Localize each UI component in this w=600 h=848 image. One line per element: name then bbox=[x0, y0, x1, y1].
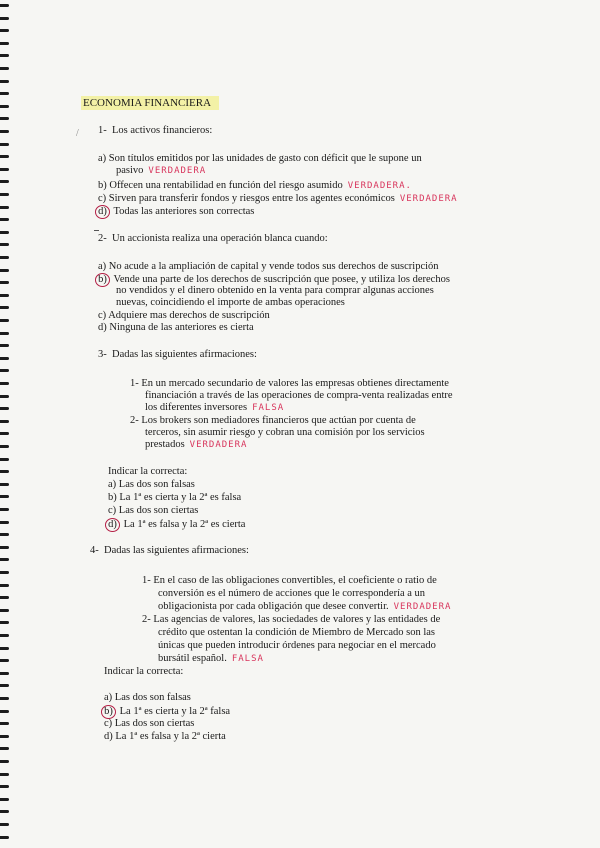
answer-circle: b) bbox=[101, 705, 116, 719]
q4-option-b: b) La 1ª es cierta y la 2ª falsa bbox=[104, 705, 230, 719]
binding-ring bbox=[0, 634, 9, 637]
q3-option-b: b) La 1ª es cierta y la 2ª es falsa bbox=[108, 492, 242, 503]
q1-option-c: c) Sirven para transferir fondos y riesgos entre los agentes económicos VERDADERA bbox=[98, 193, 458, 204]
binding-ring bbox=[0, 29, 9, 32]
q3-statement-1-cont: los diferentes inversores FALSA bbox=[145, 402, 285, 413]
binding-ring bbox=[0, 407, 9, 410]
binding-ring bbox=[0, 558, 9, 561]
binding-ring bbox=[0, 357, 9, 360]
binding-ring bbox=[0, 445, 9, 448]
binding-ring bbox=[0, 533, 9, 536]
binding-ring bbox=[0, 672, 9, 675]
document-page bbox=[14, 0, 600, 848]
binding-ring bbox=[0, 747, 9, 750]
q4-statement-2-cont: únicas que pueden introducir órdenes para negociar en el mercado bbox=[158, 640, 436, 651]
binding-ring bbox=[0, 4, 9, 7]
binding-ring bbox=[0, 92, 9, 95]
binding-ring bbox=[0, 596, 9, 599]
binding-ring bbox=[0, 735, 9, 738]
binding-ring bbox=[0, 105, 9, 108]
binding-ring bbox=[0, 458, 9, 461]
binding-ring bbox=[0, 609, 9, 612]
binding-ring bbox=[0, 785, 9, 788]
binding-ring bbox=[0, 193, 9, 196]
pencil-mark bbox=[94, 230, 99, 231]
binding-ring bbox=[0, 130, 9, 133]
q3-statement-2-cont: prestados VERDADERA bbox=[145, 439, 248, 450]
binding-ring bbox=[0, 659, 9, 662]
binding-ring bbox=[0, 80, 9, 83]
question-2: 2- Un accionista realiza una operación blanca cuando: bbox=[98, 233, 328, 244]
q3-option-a: a) Las dos son falsas bbox=[108, 479, 195, 490]
q3-statement-1: 1- En un mercado secundario de valores las empresas obtienes directamente bbox=[130, 378, 449, 389]
q4-statement-1-cont: obligacionista por cada obligación que desee convertir. VERDADERA bbox=[158, 601, 452, 612]
q2-option-b: b) Vende una parte de los derechos de suscripción que posee, y utiliza los derechos bbox=[98, 273, 450, 287]
q1-option-a-cont: pasivo VERDADERA bbox=[116, 165, 207, 176]
q4-statement-1: 1- En el caso de las obligaciones convertibles, el coeficiente o ratio de bbox=[142, 575, 437, 586]
q4-statement-1-cont: conversión es el número de acciones que le correspondería a un bbox=[158, 588, 426, 599]
q3-option-c: c) Las dos son ciertas bbox=[108, 505, 199, 516]
binding-ring bbox=[0, 432, 9, 435]
binding-ring bbox=[0, 495, 9, 498]
q3-statement-2: 2- Los brokers son mediadores financieros que actúan por cuenta de bbox=[130, 415, 416, 426]
binding-ring bbox=[0, 180, 9, 183]
binding-ring bbox=[0, 483, 9, 486]
answer-circle: b) bbox=[95, 273, 110, 287]
binding-ring bbox=[0, 218, 9, 221]
handwritten-answer: VERDADERA. bbox=[347, 181, 412, 191]
handwritten-answer: VERDADERA bbox=[189, 440, 248, 450]
binding-ring bbox=[0, 823, 9, 826]
handwritten-answer: VERDADERA bbox=[393, 602, 452, 612]
question-1: 1- Los activos financieros: bbox=[98, 125, 213, 136]
q2-option-a: a) No acude a la ampliación de capital y vende todos sus derechos de suscripción bbox=[98, 261, 439, 272]
binding-ring bbox=[0, 810, 9, 813]
binding-ring bbox=[0, 760, 9, 763]
binding-ring bbox=[0, 798, 9, 801]
q1-option-b: b) Offecen una rentabilidad en función del riesgo asumido VERDADERA. bbox=[98, 180, 412, 191]
binding-ring bbox=[0, 382, 9, 385]
q3-statement-1-cont: financiación a través de las operaciones de compra-venta realizadas entre bbox=[145, 390, 453, 401]
binding-ring bbox=[0, 395, 9, 398]
q4-option-a: a) Las dos son falsas bbox=[104, 692, 191, 703]
binding-ring bbox=[0, 584, 9, 587]
q1-option-a: a) Son títulos emitidos por las unidades de gasto con déficit que le supone un bbox=[98, 153, 422, 164]
q2-option-c: c) Adquiere mas derechos de suscripción bbox=[98, 310, 270, 321]
binding-ring bbox=[0, 155, 9, 158]
q4-statement-2-cont: bursátil español. FALSA bbox=[158, 653, 264, 664]
binding-ring bbox=[0, 42, 9, 45]
q2-option-b-cont: nuevas, coincidiendo el importe de ambas operaciones bbox=[116, 297, 345, 308]
q2-option-b-cont: no vendidos y el dinero obtenido en la venta para comprar algunas acciones bbox=[116, 285, 434, 296]
answer-circle: d) bbox=[95, 205, 110, 219]
binding-ring bbox=[0, 243, 9, 246]
binding-ring bbox=[0, 836, 9, 839]
handwritten-answer: VERDADERA bbox=[399, 194, 458, 204]
q4-option-d: d) La 1ª es falsa y la 2ª cierta bbox=[104, 731, 226, 742]
q4-statement-2: 2- Las agencias de valores, las sociedades de valores y las entidades de bbox=[142, 614, 441, 625]
binding-ring bbox=[0, 369, 9, 372]
binding-ring bbox=[0, 508, 9, 511]
answer-circle: d) bbox=[105, 518, 120, 532]
handwritten-answer: FALSA bbox=[231, 654, 264, 664]
q4-statement-2-cont: crédito que ostentan la condición de Miembro de Mercado son las bbox=[158, 627, 435, 638]
q4-option-c: c) Las dos son ciertas bbox=[104, 718, 195, 729]
handwritten-answer: VERDADERA bbox=[148, 166, 207, 176]
page-title: ECONOMIA FINANCIERA bbox=[81, 96, 219, 110]
question-4: 4- Dadas las siguientes afirmaciones: bbox=[90, 545, 249, 556]
binding-ring bbox=[0, 168, 9, 171]
binding-ring bbox=[0, 256, 9, 259]
binding-ring bbox=[0, 571, 9, 574]
handwritten-answer: FALSA bbox=[252, 403, 285, 413]
binding-ring bbox=[0, 332, 9, 335]
binding-ring bbox=[0, 281, 9, 284]
binding-ring bbox=[0, 231, 9, 234]
binding-ring bbox=[0, 143, 9, 146]
binding-ring bbox=[0, 521, 9, 524]
binding-ring bbox=[0, 684, 9, 687]
binding-ring bbox=[0, 697, 9, 700]
binding-ring bbox=[0, 344, 9, 347]
q3-instruction: Indicar la correcta: bbox=[108, 466, 188, 477]
binding-ring bbox=[0, 710, 9, 713]
binding-ring bbox=[0, 294, 9, 297]
q4-instruction: Indicar la correcta: bbox=[104, 666, 184, 677]
question-3: 3- Dadas las siguientes afirmaciones: bbox=[98, 349, 257, 360]
binding-ring bbox=[0, 67, 9, 70]
binding-ring bbox=[0, 722, 9, 725]
binding-ring bbox=[0, 319, 9, 322]
q1-option-d: d) Todas las anteriores son correctas bbox=[98, 205, 254, 219]
binding-ring bbox=[0, 470, 9, 473]
q3-option-d: d) La 1ª es falsa y la 2ª es cierta bbox=[108, 518, 245, 532]
binding-ring bbox=[0, 546, 9, 549]
binding-ring bbox=[0, 206, 9, 209]
q2-option-d: d) Ninguna de las anteriores es cierta bbox=[98, 322, 254, 333]
binding-ring bbox=[0, 647, 9, 650]
binding-ring bbox=[0, 17, 9, 20]
binding-ring bbox=[0, 621, 9, 624]
binding-ring bbox=[0, 54, 9, 57]
binding-ring bbox=[0, 117, 9, 120]
q3-statement-2-cont: terceros, sin asumir riesgo y cobran una comisión por los servicios bbox=[145, 427, 425, 438]
spiral-binding bbox=[0, 0, 14, 848]
binding-ring bbox=[0, 420, 9, 423]
binding-ring bbox=[0, 773, 9, 776]
binding-ring bbox=[0, 269, 9, 272]
pencil-mark: / bbox=[76, 128, 79, 139]
binding-ring bbox=[0, 306, 9, 309]
